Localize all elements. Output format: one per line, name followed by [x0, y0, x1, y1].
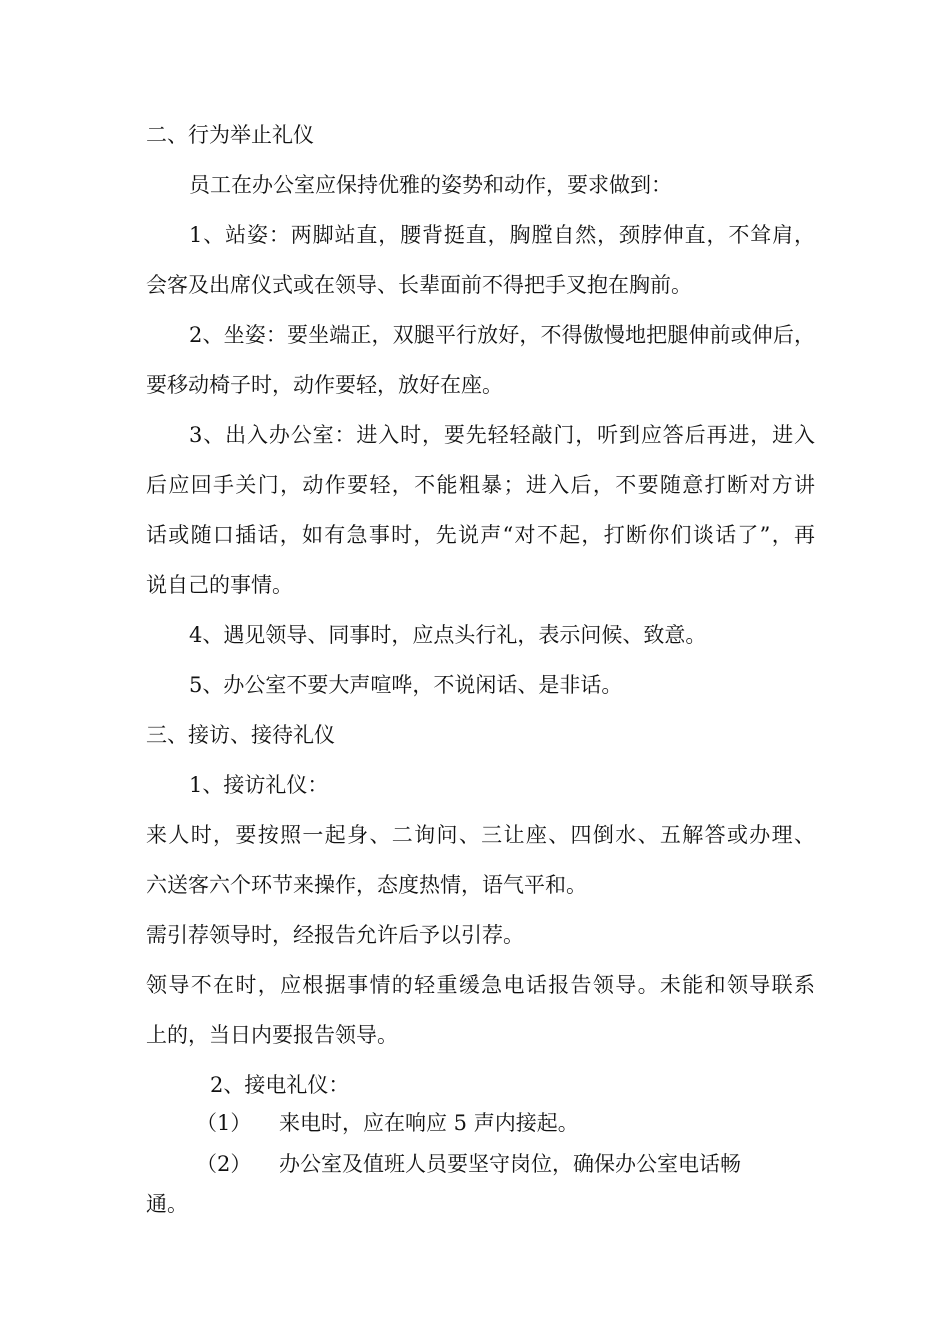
paragraph-line: 1、站姿：两脚站直，腰背挺直，胸膛自然，颈脖伸直，不耸肩，: [189, 223, 815, 247]
paragraph: 需引荐领导时，经报告允许后予以引荐。: [146, 923, 524, 947]
paragraph-line: 后应回手关门，动作要轻，不能粗暴；进入后，不要随意打断对方讲: [146, 473, 815, 497]
list-number: （1）: [196, 1111, 252, 1135]
subsection-title: 1、接访礼仪：: [189, 773, 329, 797]
list-item: 来电时，应在响应 5 声内接起。: [279, 1111, 579, 1135]
paragraph-line: 2、坐姿：要坐端正，双腿平行放好，不得傲慢地把腿伸前或伸后，: [189, 323, 815, 347]
subsection-title: 2、接电礼仪：: [210, 1073, 350, 1097]
paragraph-line: 六送客六个环节来操作，态度热情，语气平和。: [146, 873, 587, 897]
section-heading: 三、接访、接待礼仪: [146, 723, 335, 747]
paragraph-line: 要移动椅子时，动作要轻，放好在座。: [146, 373, 503, 397]
paragraph-line: 会客及出席仪式或在领导、长辈面前不得把手叉抱在胸前。: [146, 273, 692, 297]
paragraph: 5、办公室不要大声喧哗，不说闲话、是非话。: [189, 673, 623, 697]
list-number: （2）: [196, 1152, 252, 1176]
paragraph: 员工在办公室应保持优雅的姿势和动作，要求做到：: [189, 173, 672, 197]
list-item: 办公室及值班人员要坚守岗位，确保办公室电话畅: [279, 1152, 741, 1176]
list-item-continuation: 通。: [146, 1192, 188, 1216]
paragraph-line: 说自己的事情。: [146, 573, 293, 597]
paragraph: 4、遇见领导、同事时，应点头行礼，表示问候、致意。: [189, 623, 707, 647]
paragraph-line: 上的，当日内要报告领导。: [146, 1023, 398, 1047]
paragraph-line: 领导不在时，应根据事情的轻重缓急电话报告领导。未能和领导联系: [146, 973, 815, 997]
section-heading: 二、行为举止礼仪: [146, 123, 314, 147]
paragraph-line: 3、出入办公室：进入时，要先轻轻敲门，听到应答后再进，进入: [189, 423, 815, 447]
paragraph-line: 来人时，要按照一起身、二询问、三让座、四倒水、五解答或办理、: [146, 823, 815, 847]
paragraph-line: 话或随口插话，如有急事时，先说声“对不起，打断你们谈话了”，再: [146, 523, 815, 547]
